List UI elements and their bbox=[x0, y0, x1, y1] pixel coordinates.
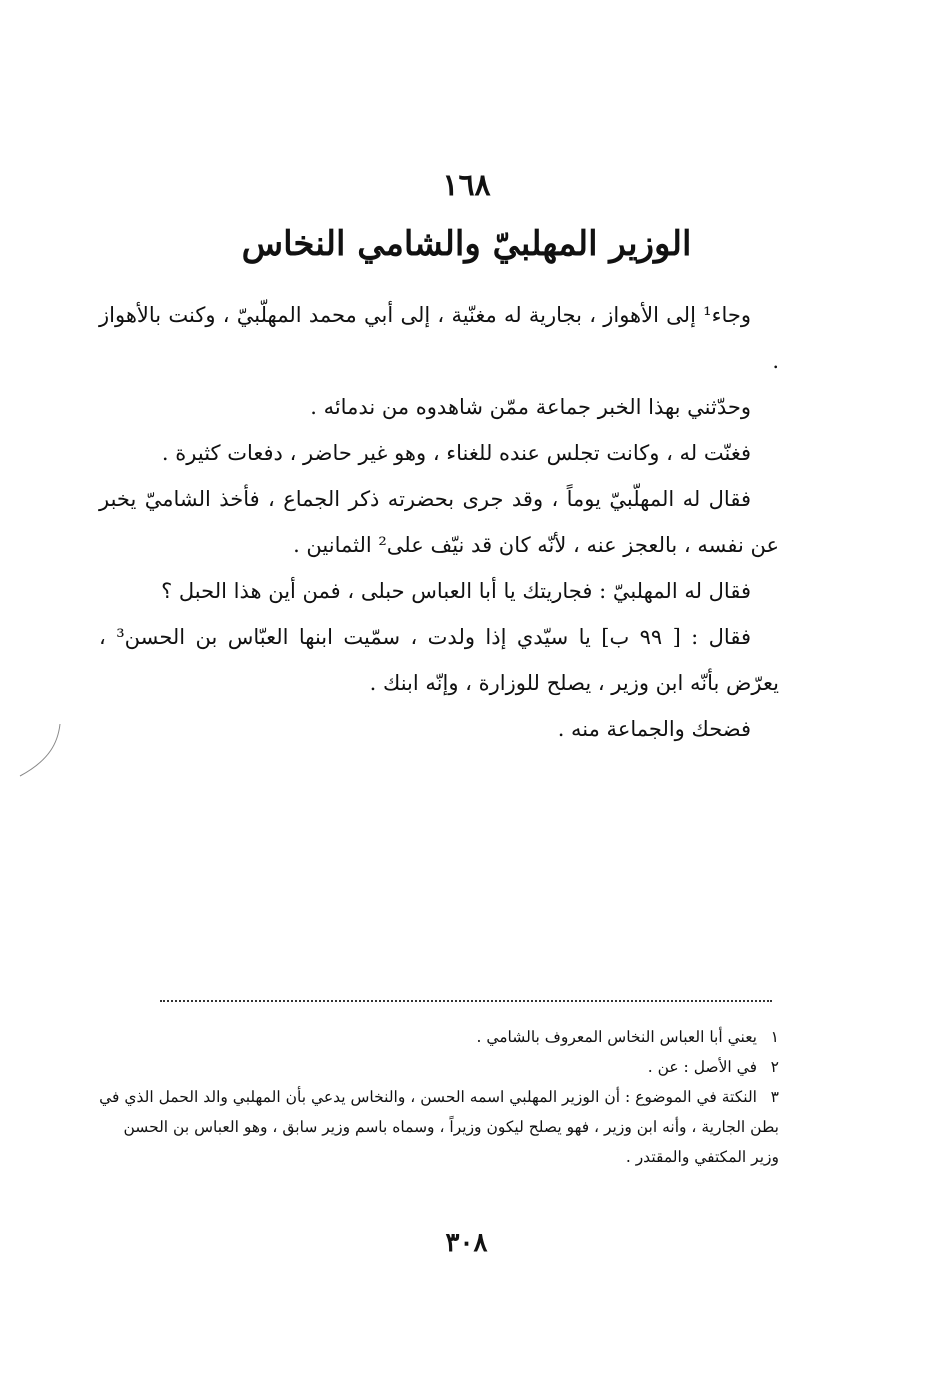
paragraph: فقال له المهلّبيّ يوماً ، وقد جرى بحضرته ذكر الجماع ، فأخذ الشاميّ يخبر عن نفسه ، بالعجز عنه ، لأنّه كان قد نيّف على² الثمانين . bbox=[99, 487, 779, 557]
footnote-number: ٢ bbox=[770, 1058, 779, 1076]
footnote-divider bbox=[160, 1000, 772, 1002]
footnotes bbox=[99, 1022, 779, 1172]
footnote-item bbox=[99, 1082, 779, 1172]
footnote-text: في الأصل : عن . bbox=[647, 1058, 757, 1076]
page-number: ٣٠٨ bbox=[445, 1228, 488, 1258]
paragraph: فقال له المهلبيّ : فجاريتك يا أبا العباس حبلى ، فمن أين هذا الحبل ؟ bbox=[161, 579, 751, 603]
story-title: الوزير المهلبيّ والشامي النخاس bbox=[241, 224, 692, 264]
paragraph: فغنّت له ، وكانت تجلس عنده للغناء ، وهو غير حاضر ، دفعات كثيرة . bbox=[161, 441, 751, 465]
paragraph: وجاء¹ إلى الأهواز ، بجارية له مغنّية ، إلى أبي محمد المهلّبيّ ، وكنت بالأهواز . bbox=[99, 303, 779, 373]
footnote-item bbox=[99, 1052, 779, 1082]
story-body bbox=[99, 292, 779, 752]
footnote-text: يعني أبا العباس النخاس المعروف بالشامي . bbox=[476, 1028, 757, 1046]
footnote-text: النكتة في الموضوع : أن الوزير المهلبي اسمه الحسن ، والنخاس يدعي بأن المهلبي والد الحمل الذي في بطن الجارية ، وأنه ابن وزير ، فهو يصلح ليكون وزيراً ، وسماه باسم وزير سابق ، وهو العباس بن الحسن وزير المكتفي والمقتدر . bbox=[99, 1088, 779, 1166]
paragraph: فقال : [ ٩٩ ب] يا سيّدي إذا ولدت ، سمّيت ابنها العبّاس بن الحسن³ ، يعرّض بأنّه ابن وزير ، يصلح للوزارة ، وإنّه ابنك . bbox=[99, 625, 779, 695]
paragraph: وحدّثني بهذا الخبر جماعة ممّن شاهدوه من ندمائه . bbox=[310, 395, 751, 419]
footnote-number: ١ bbox=[770, 1028, 779, 1046]
story-number: ١٦٨ bbox=[442, 168, 491, 203]
paragraph: فضحك والجماعة منه . bbox=[557, 717, 751, 741]
footnote-item bbox=[99, 1022, 779, 1052]
margin-pencil-mark bbox=[14, 720, 64, 780]
footnote-number: ٣ bbox=[770, 1088, 779, 1106]
